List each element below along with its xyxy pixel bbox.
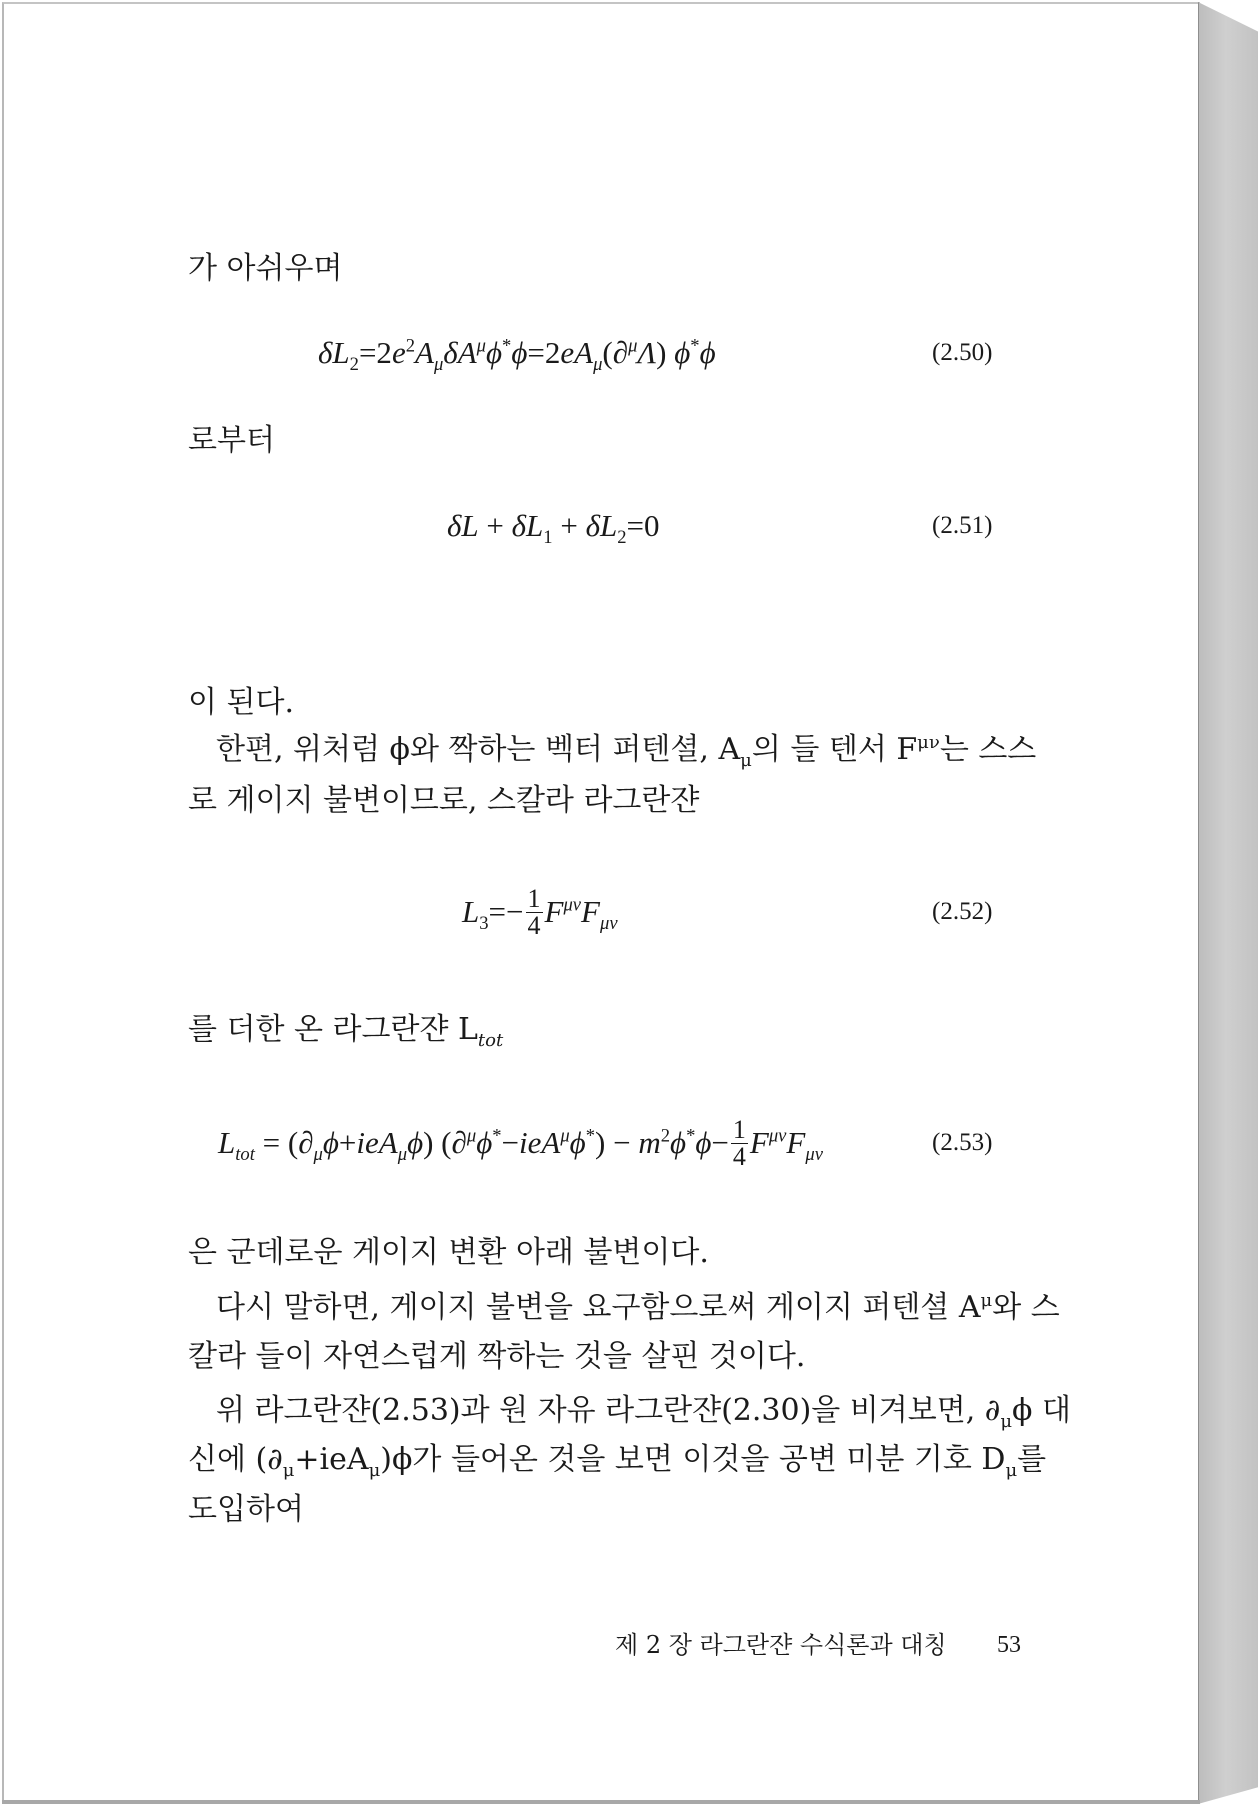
p8-l2-a: 신에 (∂ (188, 1442, 283, 1477)
p7-l1-b: 와 스 (992, 1290, 1060, 1325)
fraction-numerator: 1 (527, 884, 541, 914)
p4-l1-c: 는 스스 (939, 732, 1037, 767)
paragraph-1 (188, 249, 1028, 289)
paragraph-8-line-1 (188, 1391, 1071, 1432)
paragraph-5 (188, 1010, 1028, 1050)
paragraph-7-line-2 (188, 1337, 1028, 1377)
paragraph-4-line-2 (188, 781, 1028, 821)
p7-l1-a: 다시 말하면, 게이지 불변을 요구함으로써 게이지 퍼텐셜 A (216, 1290, 981, 1325)
equation-2-51-body: $\delta L + \delta L_1 + \delta L_2=0$ (447, 508, 660, 549)
p8-l2-sub2: μ (368, 1460, 381, 1481)
paragraph-2-text: 로부터 (188, 423, 275, 458)
p8-l1-b: ϕ 대 (1012, 1393, 1071, 1428)
paragraph-1-text: 가 아쉬우며 (188, 251, 343, 286)
p8-l2-c: )ϕ가 들어온 것을 보면 이것을 공변 미분 기호 D (380, 1442, 1006, 1477)
p7-l1-sup: μ (980, 1290, 993, 1311)
p8-l2-sub3: μ (1005, 1460, 1018, 1481)
equation-2-51-number: (2.51) (932, 512, 993, 539)
page-edge (1198, 2, 1258, 1804)
equation-2-52-number: (2.52) (932, 898, 993, 925)
page-number: 53 (997, 1632, 1021, 1658)
equation-2-53-number: (2.53) (932, 1129, 993, 1156)
paragraph-7-line-2-text: 칼라 들이 자연스럽게 짝하는 것을 살핀 것이다. (188, 1339, 806, 1374)
paragraph-7-line-1 (188, 1288, 1060, 1328)
p5-a: 를 더한 온 라그란쟌 L (188, 1012, 478, 1047)
p4-l1-sub: μ (740, 750, 752, 771)
paragraph-8-line-3-text: 도입하여 (188, 1492, 304, 1527)
equation-2-53-body: $L_{tot} = (\partial_\mu\phi+ieA_\mu\phi) (\partial^\mu\phi^*-ieA^\mu\phi^*) - m^2\phi^*\phi-$ $\frac{1}{4}$ $F^{\mu\nu}F_{\mu\nu}$ (218, 1115, 823, 1172)
fraction-denominator-2: 4 (732, 1142, 746, 1172)
fraction-one-quarter (526, 886, 543, 939)
equation-2-52-body: $L_3=-$ $\frac{1}{4}$ $F^{\mu\nu}F_{\mu\nu}$ (462, 884, 618, 941)
paragraph-8-line-3 (188, 1490, 1028, 1530)
paragraph-3-text: 이 된다. (188, 685, 295, 720)
paragraph-4-line-2-text: 로 게이지 불변이므로, 스칼라 라그란쟌 (188, 783, 700, 818)
p8-l1-sub: μ (1000, 1411, 1013, 1432)
paragraph-8-line-2 (188, 1440, 1047, 1481)
p5-sub: tot (477, 1030, 504, 1051)
running-head: 제 2 장 라그란쟌 수식론과 대칭 (615, 1631, 947, 1659)
equation-2-50-number: (2.50) (932, 339, 993, 366)
p4-l1-sup: μν (917, 732, 940, 753)
p8-l1-a: 위 라그란쟌(2.53)과 원 자유 라그란쟌(2.30)을 비겨보면, ∂ (216, 1393, 1001, 1428)
p8-l2-sub1: μ (282, 1460, 295, 1481)
fraction-numerator-2: 1 (732, 1115, 746, 1145)
paragraph-3 (188, 683, 1028, 723)
p8-l2-d: 를 (1017, 1442, 1047, 1477)
equation-2-50-body: $\delta L_2=2e^2A_\mu\delta A^\mu\phi^*\phi=2eA_\mu(\partial^\mu\Lambda)$ ϕ*ϕ (318, 335, 716, 376)
paragraph-2 (188, 421, 1028, 461)
paragraph-6 (188, 1233, 1028, 1273)
paragraph-6-text: 은 군데로운 게이지 변환 아래 불변이다. (188, 1235, 709, 1270)
fraction-denominator: 4 (527, 911, 541, 941)
p4-l1-a: 한편, 위처럼 ϕ와 짝하는 벡터 퍼텐셜, A (216, 732, 741, 767)
paragraph-4-line-1 (188, 730, 1056, 770)
p4-l1-b: 의 들 텐서 F (751, 732, 918, 767)
p8-l2-b: +ieA (294, 1442, 369, 1477)
